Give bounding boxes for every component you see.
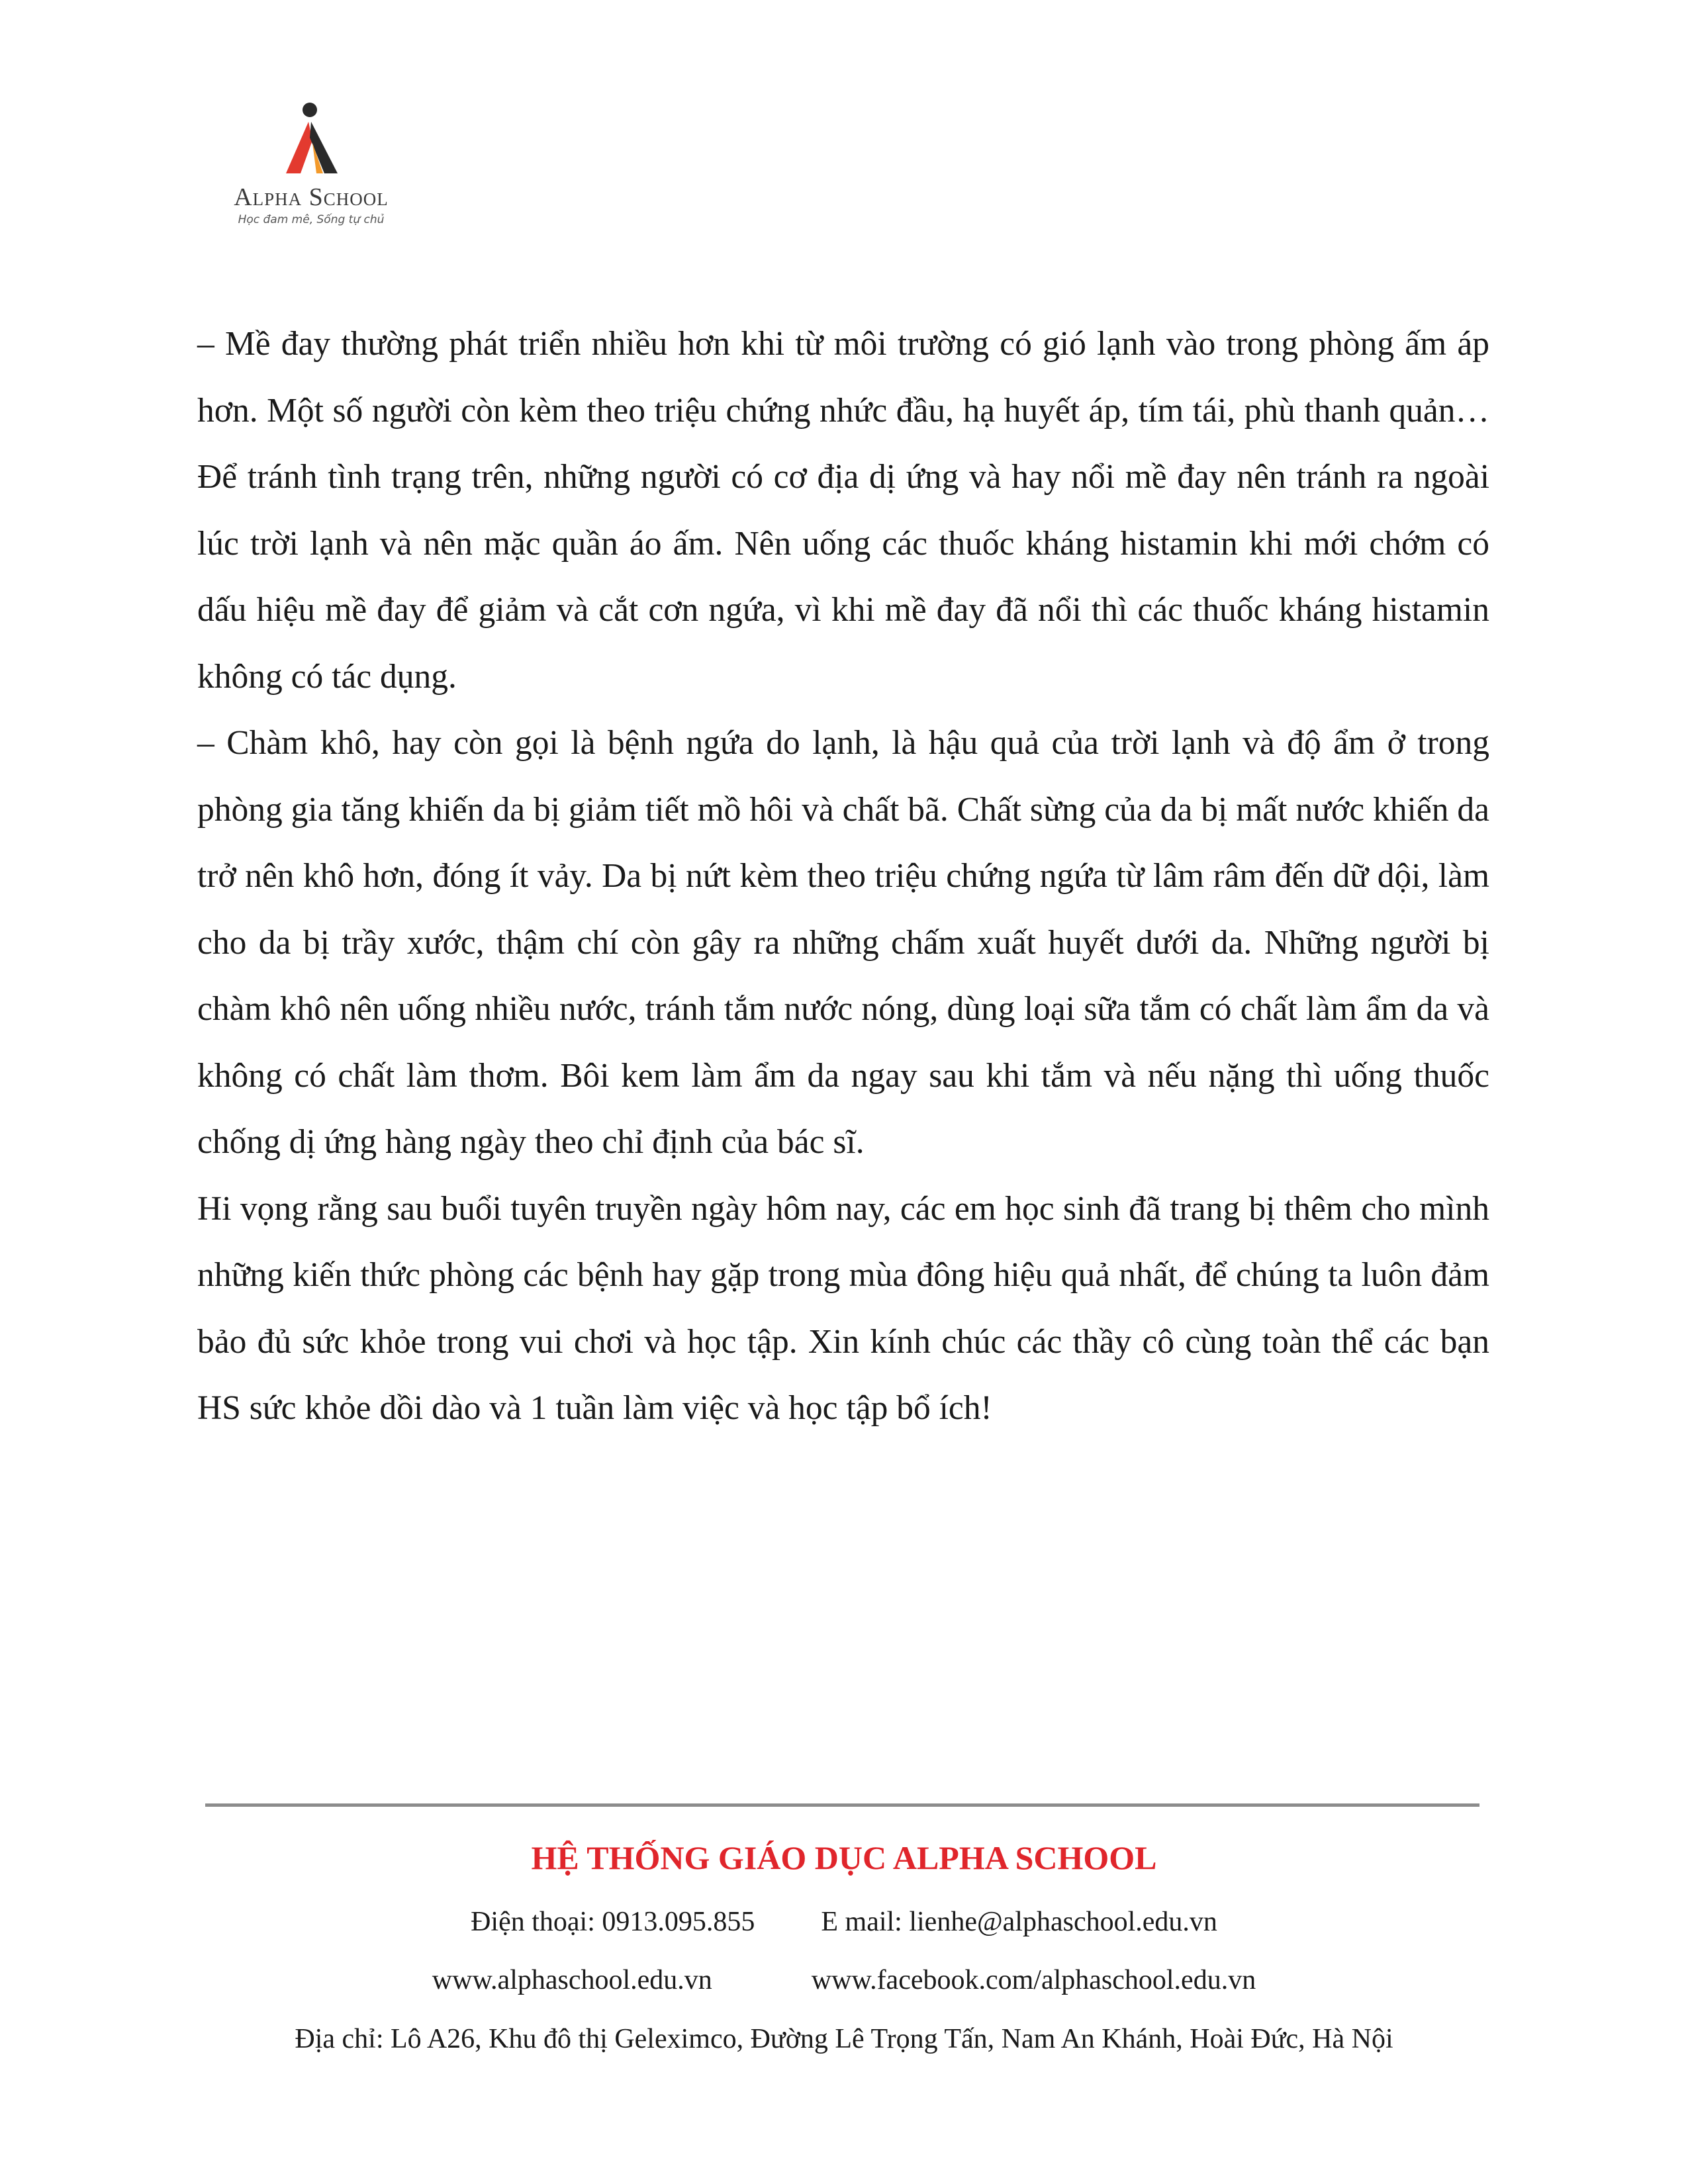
footer-facebook-link[interactable]: www.facebook.com/alphaschool.edu.vn [811,1965,1256,1995]
paragraph-urticaria: – Mề đay thường phát triển nhiều hơn khi từ môi trường có gió lạnh vào trong phòng ấm áp hơn. Một số người còn kèm theo triệu chứng nhức đầu, hạ huyết áp, tím tái, phù thanh quản… Để tránh tình trạng trên, những người có cơ địa dị ứng và hay nổi mề đay nên tránh ra ngoài lúc trời lạnh và nên mặc quần áo ấm. Nên uống các thuốc kháng histamin khi mới chớm có dấu hiệu mề đay để giảm và cắt cơn ngứa, vì khi mề đay đã nổi thì các thuốc kháng histamin không có tác dụng. [197,325,1489,696]
footer-title: HỆ THỐNG GIÁO DỤC ALPHA SCHOOL [531,1839,1157,1876]
footer-divider [205,1803,1479,1807]
article-body [197,311,1489,1442]
footer-email[interactable]: E mail: lienhe@alphaschool.edu.vn [821,1907,1217,1937]
footer-phone: Điện thoại: 0913.095.855 [471,1907,755,1937]
footer-website-link[interactable]: www.alphaschool.edu.vn [432,1965,712,1995]
alpha-school-logo [199,99,424,265]
paragraph-dry-eczema: – Chàm khô, hay còn gọi là bệnh ngứa do lạnh, là hậu quả của trời lạnh và độ ẩm ở trong phòng gia tăng khiến da bị giảm tiết mồ hôi và chất bã. Chất sừng của da bị mất nước khiến da trở nên khô hơn, đóng ít vảy. Da bị nứt kèm theo triệu chứng ngứa từ lâm râm đến dữ dội, làm cho da bị trầy xước, thậm chí còn gây ra những chấm xuất huyết dưới da. Những người bị chàm khô nên uống nhiều nước, tránh tắm nước nóng, dùng loại sữa tắm có chất làm ẩm da và không có chất làm thơm. Bôi kem làm ẩm da ngay sau khi tắm và nếu nặng thì uống thuốc chống dị ứng hàng ngày theo chỉ định của bác sĩ. [197,724,1489,1161]
logo-name: Alpha School [234,183,389,211]
web-line [0,1964,1688,1996]
contact-line [0,1906,1688,1938]
paragraph-closing: Hi vọng rằng sau buổi tuyên truyền ngày hôm nay, các em học sinh đã trang bị thêm cho mình những kiến thức phòng các bệnh hay gặp trong mùa đông hiệu quả nhất, để chúng ta luôn đảm bảo đủ sức khỏe trong vui chơi và học tập. Xin kính chúc các thầy cô cùng toàn thể các bạn HS sức khỏe dồi dào và 1 tuần làm việc và học tập bổ ích! [197,1189,1489,1427]
footer-address: Địa chỉ: Lô A26, Khu đô thị Geleximco, Đường Lê Trọng Tấn, Nam An Khánh, Hoài Đức, Hà Nội [295,2024,1393,2054]
logo-tagline: Học đam mê, Sống tự chủ [238,213,385,226]
alpha-logo-icon [271,99,351,179]
